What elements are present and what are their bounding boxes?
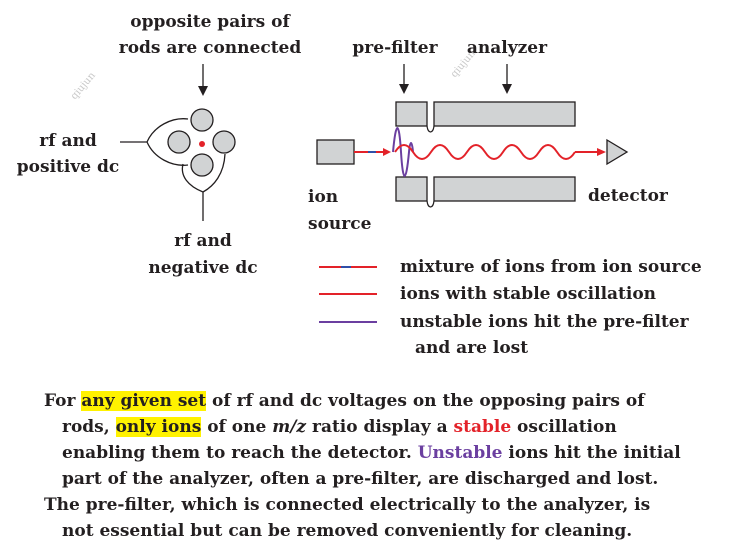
ion-source-label-2: source [308,214,372,234]
pre-filter-arrowhead [399,84,409,94]
ion-dot [199,141,205,147]
opposite-pairs-label-2: rods are connected [118,38,302,58]
caption-text: ratio display a [306,417,454,437]
legend-unstable-label-2: and are lost [415,338,529,358]
mixture-arrowhead [383,148,391,156]
pre-filter-label: pre-filter [352,38,438,58]
caption [44,388,724,544]
watermark-2: qiujun [448,48,478,80]
rf-positive-label-1: rf and [39,131,97,151]
caption-line-4: part of the analyzer, often a pre-filter, are discharged and lost. [62,469,659,489]
stable-oscillation [395,145,575,159]
pre-filter-rod-bottom [396,177,427,201]
rod-top [191,109,213,131]
caption-text: For [44,391,82,411]
rf-positive-label-2: positive dc [16,157,120,177]
connector-bottom [427,201,434,207]
ion-source-label-1: ion [308,187,339,207]
pre-filter-rod-top [396,102,427,126]
caption-text: ions hit the initial [502,443,681,463]
legend [319,257,702,358]
caption-text: of rf and dc voltages on the opposing pairs of [206,391,645,411]
analyzer-label: analyzer [466,38,548,58]
watermark-1: qiujun [68,70,98,102]
detector-label: detector [588,186,668,206]
caption-text: of one [201,417,273,437]
mz-ratio: m/z [272,417,307,437]
rod-right [213,131,235,153]
caption-text: enabling them to reach the detector. [62,443,418,463]
caption-line-1 [44,388,724,414]
rod-cross-section [17,12,302,278]
opposite-pairs-arrowhead [198,86,208,96]
stable-word: stable [453,417,512,437]
connector-top [427,126,434,132]
caption-line-5: The pre-filter, which is connected electrically to the analyzer, is [44,495,651,515]
analyzer-rod-top [434,102,575,126]
caption-line-3 [44,440,724,466]
legend-stable-label: ions with stable oscillation [400,284,657,304]
legend-mixture-label: mixture of ions from ion source [400,257,702,277]
detector-shape [607,140,627,164]
caption-text: oscillation [511,417,617,437]
analyzer-rod-bottom [434,177,575,201]
opposite-pairs-label-1: opposite pairs of [130,12,290,32]
legend-unstable-label-1: unstable ions hit the pre-filter [400,312,689,332]
analyzer-arrowhead [502,84,512,94]
caption-line-2 [44,414,724,440]
rod-bottom [191,154,213,176]
ion-source-box [317,140,354,164]
highlight-only-ions: only ions [115,417,202,437]
side-view [308,38,669,234]
rf-negative-label-1: rf and [174,231,232,251]
unstable-word: Unstable [417,443,503,463]
caption-text: rods, [62,417,116,437]
rod-left [168,131,190,153]
rf-negative-label-2: negative dc [148,258,258,278]
highlight-any-given-set: any given set [81,391,207,411]
caption-line-6: not essential but can be removed conveniently for cleaning. [62,521,633,541]
stable-arrowhead [597,148,606,156]
